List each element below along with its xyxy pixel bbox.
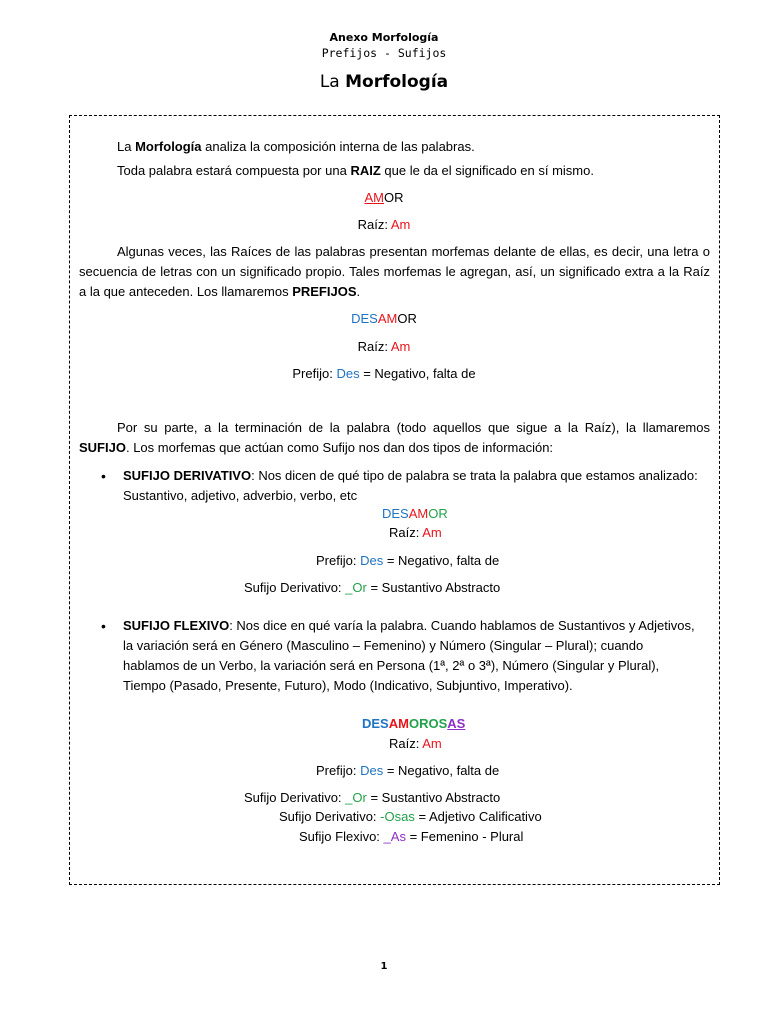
prefijos-paragraph: Algunas veces, las Raíces de las palabras presentan morfemas delante de ellas, es decir, una letra o secuencia de letras con un significado propio. Tales morfemas le agregan, así, un significado extra a la Raíz a la que anteceden. Los llamaremos PREFIJOS.: [79, 244, 710, 299]
example-raiz: Raíz: Am: [357, 217, 411, 232]
example-prefijo: Prefijo: Des = Negativo, falta de: [316, 763, 500, 778]
bullet-sufijo-flexivo: SUFIJO FLEXIVO: Nos dice en qué varía la palabra. Cuando hablamos de Sustantivos y Adjetivos, la variación será en Género (Masculino – Femenino) y Número (Singular – Plural); cuando hablamos de un Verbo, la variación será en Persona (1ª, 2ª o 3ª), Número (Singular y Plural), Tiempo (Pasado, Presente, Futuro), Modo (Indicativo, Subjuntivo, Imperativo).: [123, 618, 695, 693]
example-word-desamorosas: DESAMOROSAS: [362, 716, 466, 731]
bullet-sufijo-derivativo: SUFIJO DERIVATIVO: Nos dicen de qué tipo de palabra se trata la palabra que estamos analizado: Sustantivo, adjetivo, adverbio, verbo, etc: [123, 468, 698, 503]
sufijo-paragraph: Por su parte, a la terminación de la palabra (todo aquellos que sigue a la Raíz), la llamaremos SUFIJO. Los morfemas que actúan como Sufijo nos dan dos tipos de información:: [79, 420, 710, 455]
intro-line-2: Toda palabra estará compuesta por una RAIZ que le da el significado en sí mismo.: [117, 163, 594, 178]
bullet-dot: •: [101, 618, 106, 634]
example-sufijo-flexivo: Sufijo Flexivo: _As = Femenino - Plural: [299, 829, 524, 844]
example-sufijo-derivativo-1: Sufijo Derivativo: _Or = Sustantivo Abstracto: [244, 790, 501, 805]
doc-subheader: Prefijos - Sufijos: [321, 46, 447, 60]
page-number: 1: [380, 961, 388, 972]
example-word-desamor: DESAMOR: [351, 311, 417, 326]
page-title: La Morfología: [319, 72, 449, 92]
example-sufijo-derivativo-2: Sufijo Derivativo: -Osas = Adjetivo Calificativo: [279, 809, 542, 824]
example-prefijo: Prefijo: Des = Negativo, falta de: [292, 366, 476, 381]
example-sufijo-derivativo: Sufijo Derivativo: _Or = Sustantivo Abstracto: [244, 580, 501, 595]
doc-header: Anexo Morfología: [329, 31, 439, 44]
example-prefijo: Prefijo: Des = Negativo, falta de: [316, 553, 500, 568]
example-word-desamor-colored: DESAMOR: [382, 506, 448, 521]
example-raiz: Raíz: Am: [389, 525, 442, 540]
intro-line-1: La Morfología analiza la composición interna de las palabras.: [117, 139, 475, 154]
example-word-amor: AMOR: [364, 190, 404, 205]
example-raiz: Raíz: Am: [389, 736, 442, 751]
bullet-dot: •: [101, 468, 106, 484]
example-raiz: Raíz: Am: [357, 339, 411, 354]
